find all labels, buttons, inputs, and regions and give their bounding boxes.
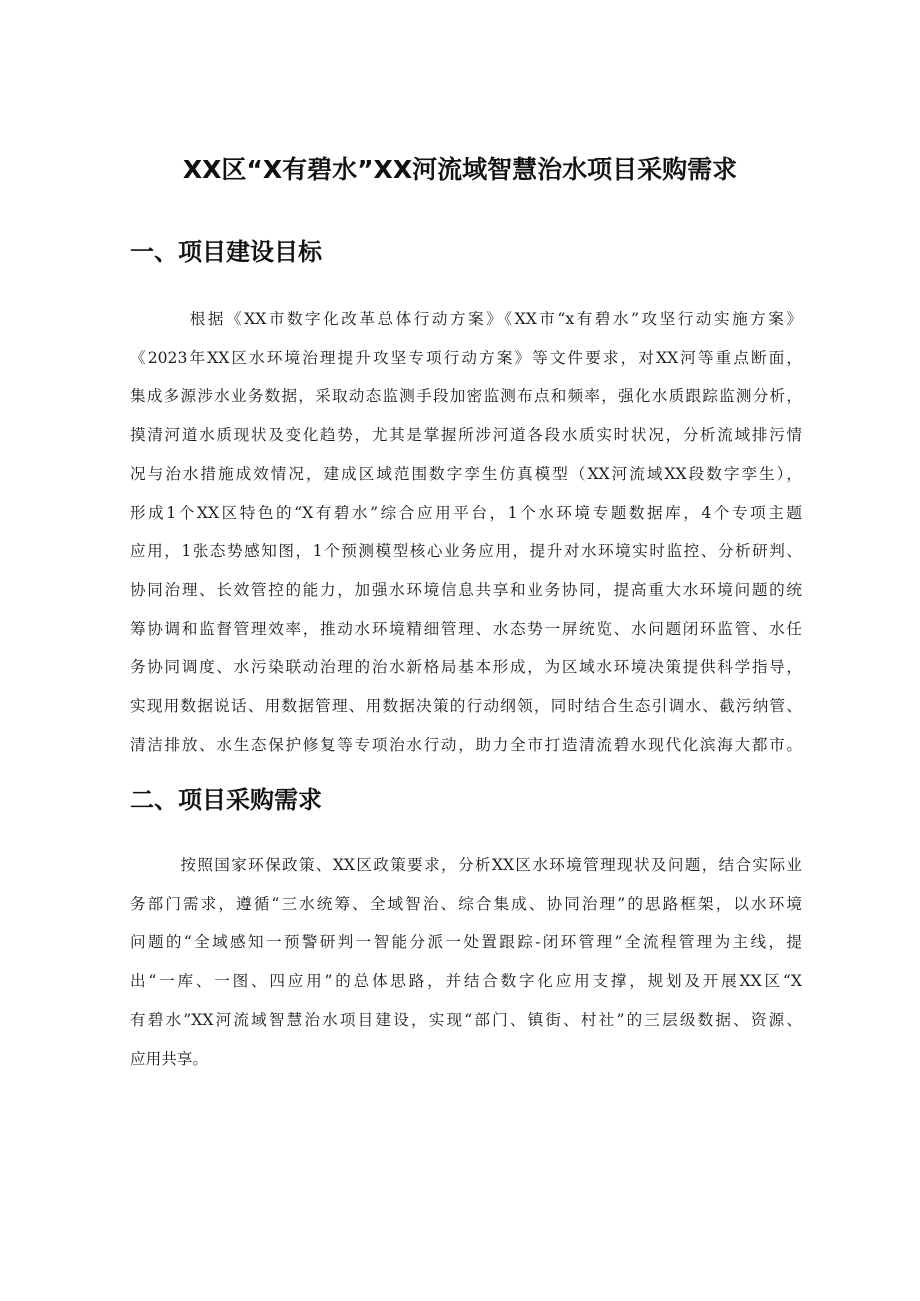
paragraph-line: 应用共享。 — [130, 1049, 208, 1068]
paragraph-line: 有碧水”XX河流域智慧治水项目建设，实现“部门、镇街、村社”的三层级数据、资源、 — [130, 1010, 802, 1029]
document-title: XX区“X有碧水”XX河流域智慧治水项目采购需求 — [182, 155, 738, 184]
paragraph-line: 应用，1张态势感知图，1个预测模型核心业务应用，提升对水环境实时监控、分析研判、 — [130, 542, 802, 561]
paragraph-line: 务协同调度、水污染联动治理的治水新格局基本形成，为区域水环境决策提供科学指导， — [130, 658, 802, 677]
paragraph-line: 摸清河道水质现状及变化趋势，尤其是掌握所涉河道各段水质实时状况，分析流域排污情 — [130, 426, 802, 445]
paragraph-line: 问题的“全域感知一预警研判一智能分派一处置跟踪-闭环管理”全流程管理为主线，提 — [130, 933, 802, 952]
paragraph-line: 清洁排放、水生态保护修复等专项治水行动，助力全市打造清流碧水现代化滨海大都市。 — [130, 735, 802, 754]
section-paragraph-procurement-requirements — [130, 846, 802, 1078]
paragraph-line: 根据《XX市数字化改革总体行动方案》《XX市“x有碧水”攻坚行动实施方案》 — [130, 310, 802, 328]
section-paragraph-project-goals — [130, 300, 802, 764]
paragraph-line: 《2023年XX区水环境治理提升攻坚专项行动方案》等文件要求，对XX河等重点断面， — [130, 348, 802, 367]
paragraph-line: 出“一库、一图、四应用”的总体思路，并结合数字化应用支撑，规划及开展XX区“X — [130, 972, 802, 991]
paragraph-line: 筹协调和监督管理效率，推动水环境精细管理、水态势一屏统览、水问题闭环监管、水任 — [130, 619, 802, 638]
paragraph-line: 况与治水措施成效情况，建成区域范围数字孪生仿真模型（XX河流域XX段数字孪生）， — [130, 464, 802, 483]
paragraph-line: 务部门需求，遵循“三水统筹、全域智治、综合集成、协同治理”的思路框架，以水环境 — [130, 894, 802, 913]
paragraph-line: 集成多源涉水业务数据，采取动态监测手段加密监测布点和频率，强化水质跟踪监测分析， — [130, 387, 802, 406]
section-heading-procurement-requirements: 二、项目采购需求 — [130, 786, 322, 814]
paragraph-line: 协同治理、长效管控的能力，加强水环境信息共享和业务协同，提高重大水环境问题的统 — [130, 580, 802, 599]
section-heading-project-goals: 一、项目建设目标 — [130, 238, 322, 266]
paragraph-line: 形成1个XX区特色的“X有碧水”综合应用平台，1个水环境专题数据库，4个专项主题 — [130, 503, 802, 522]
paragraph-line: 按照国家环保政策、XX区政策要求，分析XX区水环境管理现状及问题，结合实际业 — [130, 856, 802, 874]
paragraph-line: 实现用数据说话、用数据管理、用数据决策的行动纲领，同时结合生态引调水、截污纳管、 — [130, 697, 802, 716]
